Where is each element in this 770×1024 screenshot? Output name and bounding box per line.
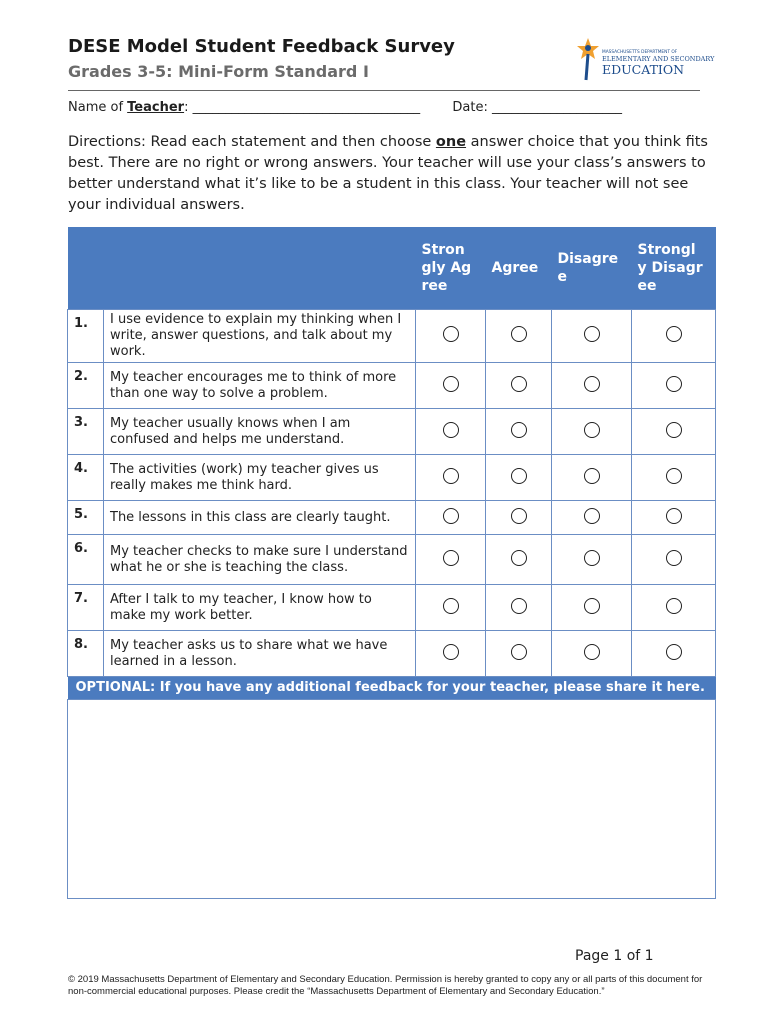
table-row [68, 501, 716, 535]
choice-cell [416, 501, 486, 535]
item-statement: My teacher usually knows when I am confused and helps me understand. [104, 409, 416, 455]
radio-circle-icon[interactable] [511, 468, 527, 484]
item-statement: My teacher asks us to share what we have learned in a lesson. [104, 631, 416, 677]
table-row [68, 585, 716, 631]
radio-circle-icon[interactable] [584, 326, 600, 342]
choice-cell [632, 585, 716, 631]
item-number: 1. [68, 310, 104, 363]
page-subtitle: Grades 3-5: Mini-Form Standard I [68, 62, 369, 81]
logo-line1: MASSACHUSETTS DEPARTMENT OF [602, 50, 678, 55]
radio-circle-icon[interactable] [511, 326, 527, 342]
radio-circle-icon[interactable] [666, 422, 682, 438]
choice-cell [632, 363, 716, 409]
item-number: 3. [68, 409, 104, 455]
radio-circle-icon[interactable] [584, 468, 600, 484]
choice-cell [552, 409, 632, 455]
name-teacher-label: Teacher [127, 100, 185, 115]
radio-circle-icon[interactable] [584, 376, 600, 392]
dese-logo [576, 36, 715, 84]
choice-cell [486, 585, 552, 631]
choice-cell [632, 631, 716, 677]
radio-circle-icon[interactable] [511, 508, 527, 524]
radio-circle-icon[interactable] [511, 644, 527, 660]
item-number: 8. [68, 631, 104, 677]
choice-cell [632, 310, 716, 363]
radio-circle-icon[interactable] [511, 376, 527, 392]
header-strongly-agree: Strongly Agree [421, 242, 472, 294]
logo-line2: ELEMENTARY AND SECONDARY [602, 55, 715, 63]
choice-cell [552, 631, 632, 677]
radio-circle-icon[interactable] [666, 326, 682, 342]
radio-circle-icon[interactable] [584, 550, 600, 566]
optional-feedback-box[interactable] [68, 700, 716, 899]
directions-text-2: answer choice that you think fits best. There are no right or wrong answers. Your teacher will use your class’s answers to better understand what it’s like to be a student in this class. Your teacher will not see your individual answers. [68, 134, 708, 213]
table-row [68, 455, 716, 501]
item-number: 4. [68, 455, 104, 501]
item-statement: The lessons in this class are clearly taught. [104, 501, 416, 535]
item-number: 2. [68, 363, 104, 409]
choice-cell [416, 631, 486, 677]
choice-cell [632, 409, 716, 455]
radio-circle-icon[interactable] [511, 422, 527, 438]
radio-circle-icon[interactable] [584, 508, 600, 524]
star-figure-icon [576, 36, 715, 84]
choice-cell [632, 455, 716, 501]
page-title: DESE Model Student Feedback Survey [68, 36, 455, 57]
radio-circle-icon[interactable] [443, 422, 459, 438]
radio-circle-icon[interactable] [443, 550, 459, 566]
logo-line3: EDUCATION [602, 62, 685, 77]
choice-cell [416, 455, 486, 501]
choice-cell [632, 501, 716, 535]
directions-emphasis: one [435, 134, 467, 150]
survey-table [67, 227, 716, 899]
item-statement: I use evidence to explain my thinking when I write, answer questions, and talk about my work. [104, 310, 416, 363]
header-strongly-disagree: Strongly Disagree [637, 242, 703, 294]
choice-cell [486, 631, 552, 677]
radio-circle-icon[interactable] [443, 376, 459, 392]
table-row [68, 363, 716, 409]
choice-cell [552, 310, 632, 363]
table-header [68, 227, 716, 310]
choice-cell [486, 455, 552, 501]
page-number: Page 1 of 1 [575, 948, 654, 964]
choice-cell [632, 535, 716, 585]
copyright-notice: © 2019 Massachusetts Department of Elementary and Secondary Education. Permission is hereby granted to copy any or all parts of this document for non-commercial educational purposes. Please credit the “Massachusetts Department of Elementary and Secondary Education.” [68, 974, 703, 997]
choice-cell [552, 363, 632, 409]
choice-cell [416, 310, 486, 363]
item-number: 5. [68, 501, 104, 535]
choice-cell [416, 363, 486, 409]
item-statement: After I talk to my teacher, I know how to make my work better. [104, 585, 416, 631]
choice-cell [552, 501, 632, 535]
radio-circle-icon[interactable] [511, 550, 527, 566]
item-number: 7. [68, 585, 104, 631]
choice-cell [486, 409, 552, 455]
header-agree: Agree [491, 260, 539, 276]
item-number: 6. [68, 535, 104, 585]
radio-circle-icon[interactable] [584, 422, 600, 438]
item-statement: The activities (work) my teacher gives us really makes me think hard. [104, 455, 416, 501]
item-statement: My teacher checks to make sure I understand what he or she is teaching the class. [104, 535, 416, 585]
choice-cell [416, 409, 486, 455]
header-divider [68, 90, 700, 91]
radio-circle-icon[interactable] [666, 508, 682, 524]
radio-circle-icon[interactable] [443, 598, 459, 614]
choice-cell [552, 455, 632, 501]
choice-cell [416, 585, 486, 631]
table-row [68, 409, 716, 455]
choice-cell [552, 535, 632, 585]
name-prefix: Name of [68, 100, 128, 115]
choice-cell [552, 585, 632, 631]
radio-circle-icon[interactable] [443, 468, 459, 484]
choice-cell [486, 310, 552, 363]
directions [68, 132, 708, 216]
table-row [68, 310, 716, 363]
choice-cell [416, 535, 486, 585]
choice-cell [486, 501, 552, 535]
radio-circle-icon[interactable] [666, 550, 682, 566]
radio-circle-icon[interactable] [511, 598, 527, 614]
choice-cell [486, 535, 552, 585]
radio-circle-icon[interactable] [443, 326, 459, 342]
table-row [68, 535, 716, 585]
radio-circle-icon[interactable] [666, 598, 682, 614]
radio-circle-icon[interactable] [666, 644, 682, 660]
name-field[interactable]: : ___________________________________ [184, 100, 421, 115]
date-field[interactable]: Date: ____________________ [452, 100, 622, 115]
item-statement: My teacher encourages me to think of more than one way to solve a problem. [104, 363, 416, 409]
header-disagree: Disagree [557, 251, 619, 285]
directions-text-1: Directions: Read each statement and then choose [68, 134, 436, 150]
choice-cell [486, 363, 552, 409]
radio-circle-icon[interactable] [666, 376, 682, 392]
radio-circle-icon[interactable] [584, 598, 600, 614]
radio-circle-icon[interactable] [666, 468, 682, 484]
radio-circle-icon[interactable] [584, 644, 600, 660]
table-row [68, 631, 716, 677]
optional-feedback-label: OPTIONAL: If you have any additional feedback for your teacher, please share it here. [68, 677, 716, 700]
name-date-line [68, 100, 622, 115]
radio-circle-icon[interactable] [443, 644, 459, 660]
radio-circle-icon[interactable] [443, 508, 459, 524]
